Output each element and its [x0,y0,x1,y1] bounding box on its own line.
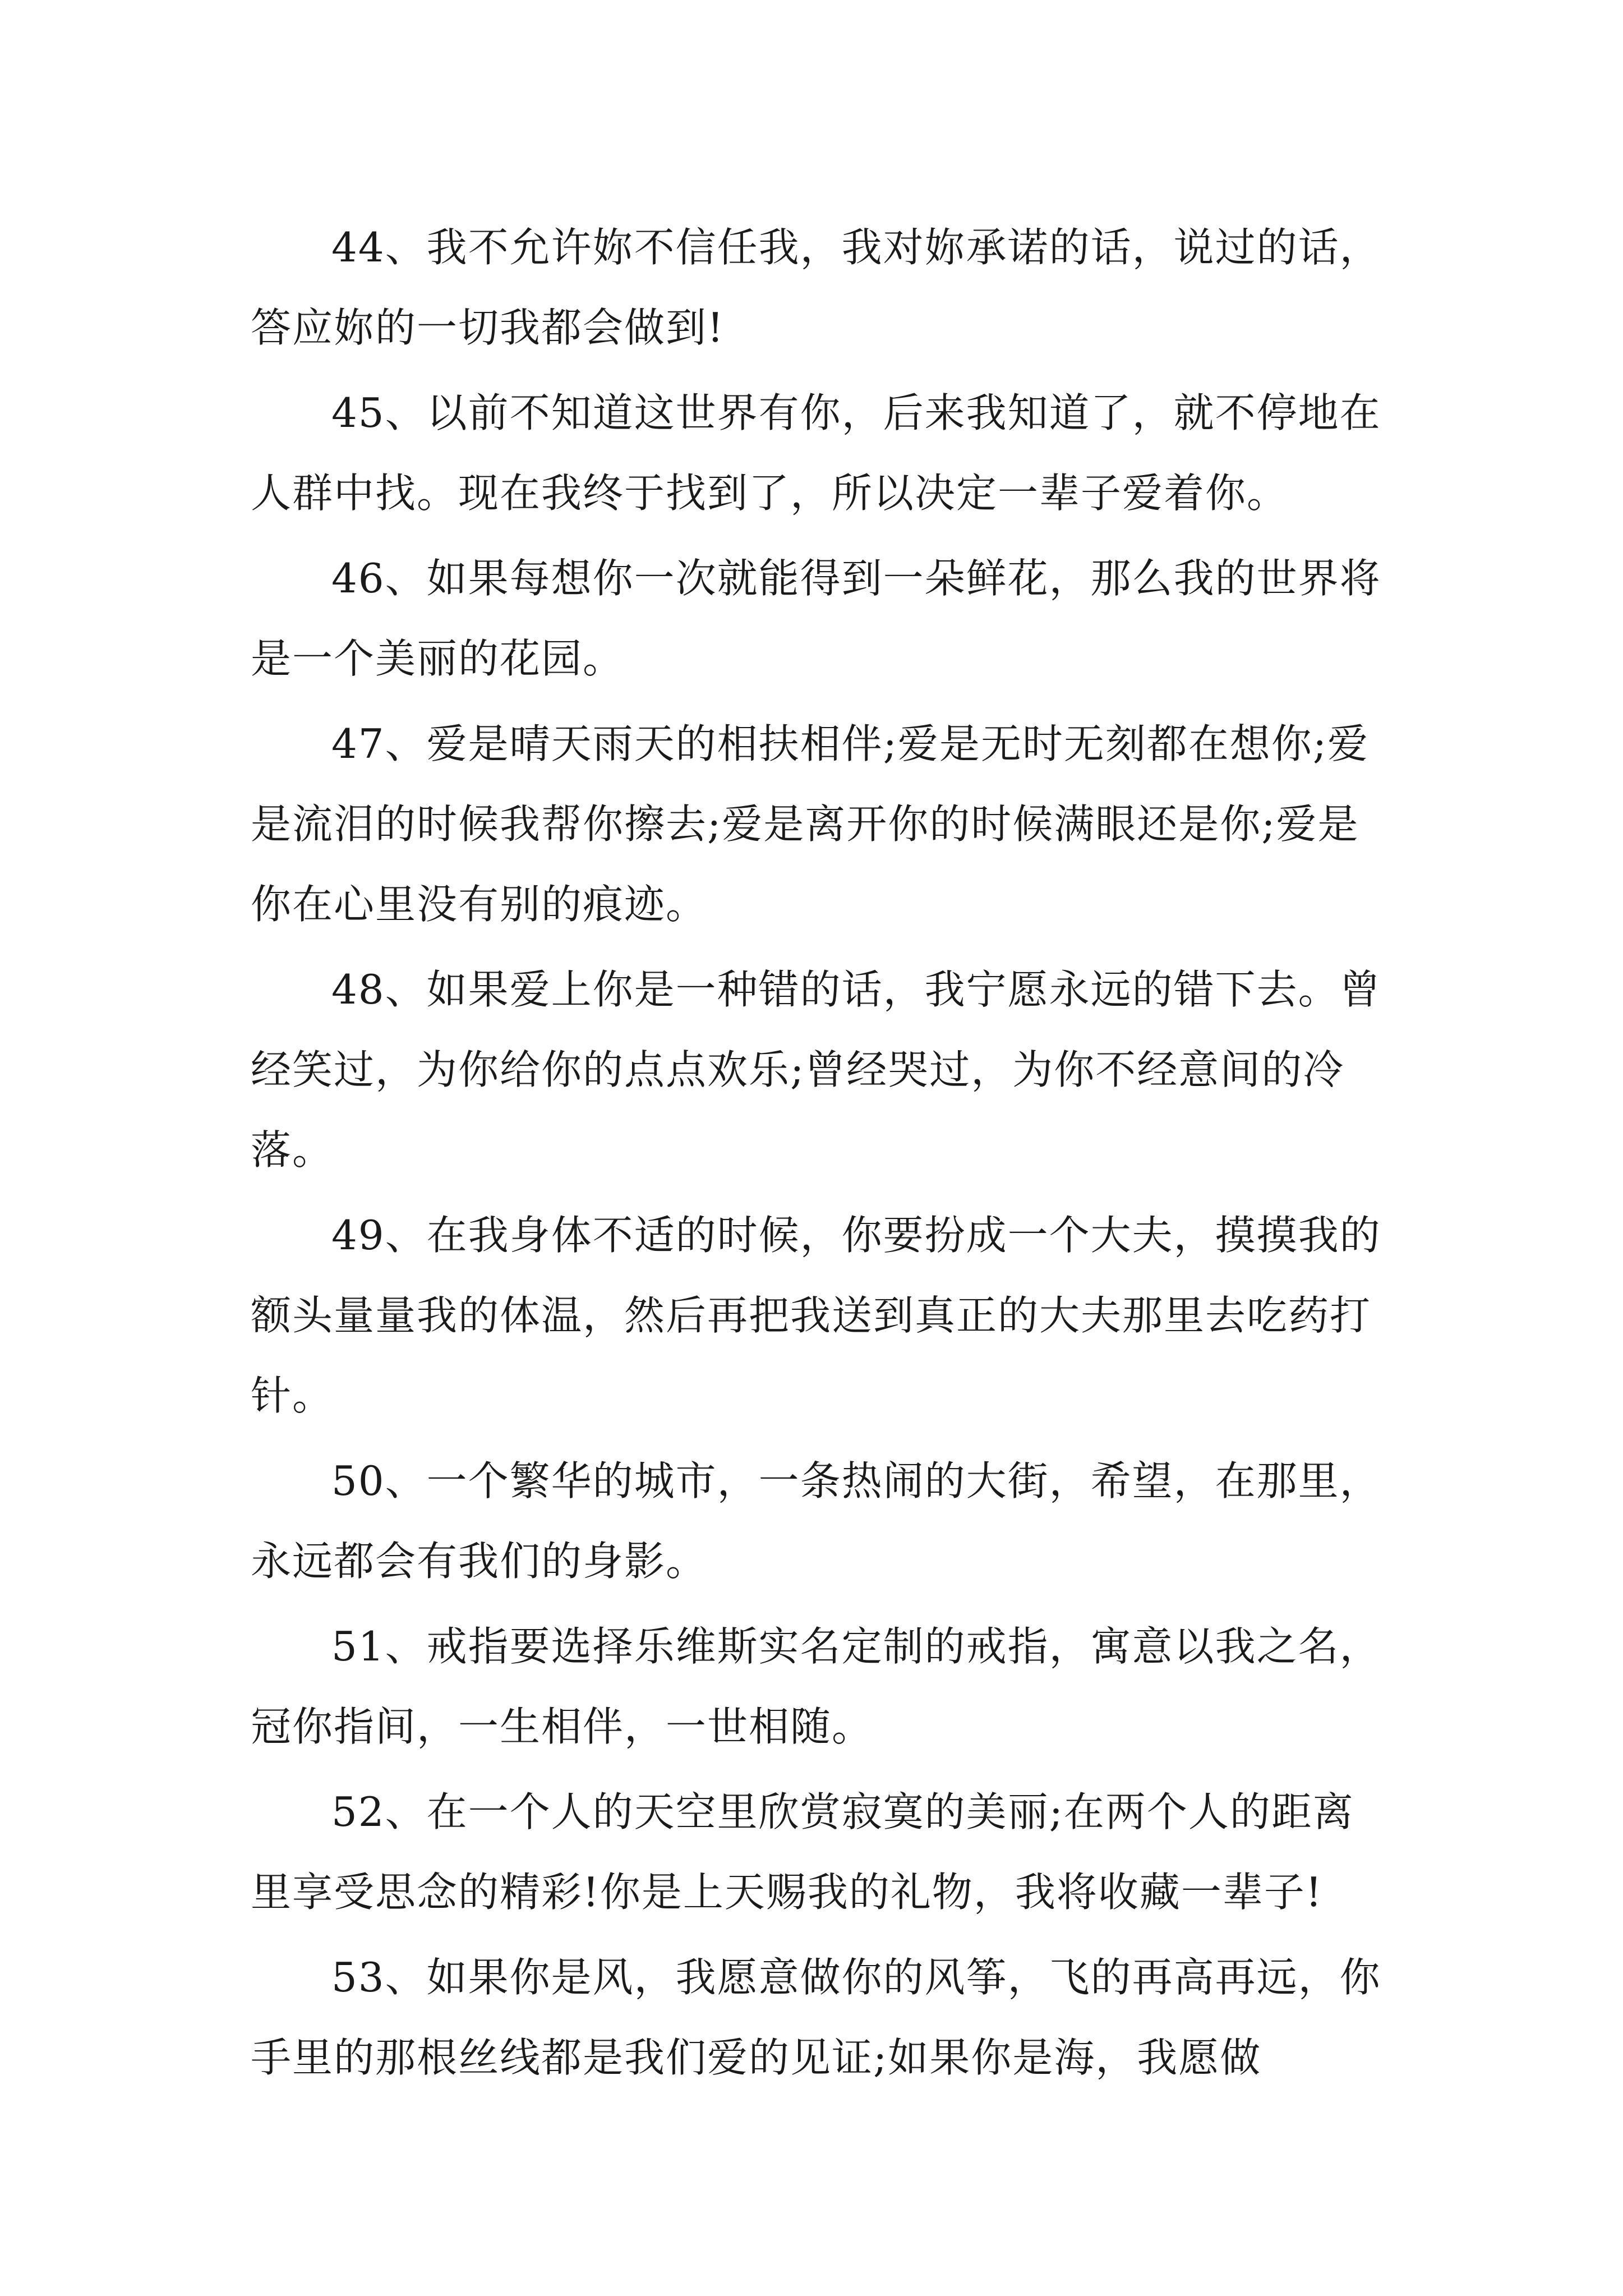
paragraph-52: 52、在一个人的天空里欣赏寂寞的美丽;在两个人的距离里享受思念的精彩!你是上天赐我的礼物，我将收藏一辈子! [251,1788,1354,1916]
paragraph-48: 48、如果爱上你是一种错的话，我宁愿永远的错下去。曾经笑过，为你给你的点点欢乐;曾经哭过，为你不经意间的冷落。 [251,966,1381,1174]
paragraph-49: 49、在我身体不适的时候，你要扮成一个大夫，摸摸我的额头量量我的体温，然后再把我送到真正的大夫那里去吃药打针。 [251,1212,1381,1419]
paragraph-46: 46、如果每想你一次就能得到一朵鲜花，那么我的世界将是一个美丽的花园。 [251,555,1381,682]
paragraph-47: 47、爱是晴天雨天的相扶相伴;爱是无时无刻都在想你;爱是流泪的时候我帮你擦去;爱是离开你的时候满眼还是你;爱是你在心里没有别的痕迹。 [251,720,1370,928]
paragraph-45: 45、以前不知道这世界有你，后来我知道了，就不停地在人群中找。现在我终于找到了，所以决定一辈子爱着你。 [251,389,1381,517]
paragraph-44: 44、我不允许妳不信任我，我对妳承诺的话，说过的话，答应妳的一切我都会做到! [251,224,1381,351]
document-body [251,208,1384,2103]
paragraph-53: 53、如果你是风，我愿意做你的风筝，飞的再高再远，你手里的那根丝线都是我们爱的见证;如果你是海，我愿做 [251,1954,1381,2081]
paragraph-51: 51、戒指要选择乐维斯实名定制的戒指，寓意以我之名，冠你指间，一生相伴，一世相随。 [251,1623,1381,1750]
paragraph-50: 50、一个繁华的城市，一条热闹的大街，希望，在那里，永远都会有我们的身影。 [251,1457,1381,1585]
